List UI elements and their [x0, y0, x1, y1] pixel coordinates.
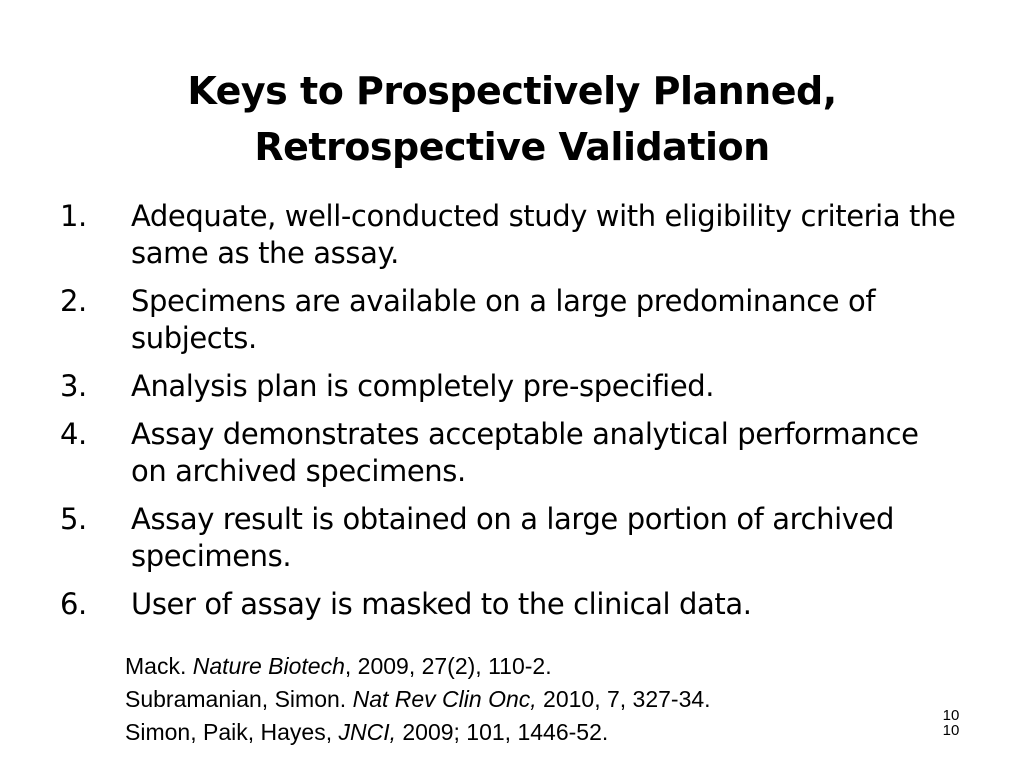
list-item [60, 198, 960, 272]
page-number-line-2: 10 [942, 722, 960, 739]
page-number [938, 708, 964, 738]
list-item-text: Adequate, well-conducted study with eligibility criteria the same as the assay. [131, 199, 956, 270]
list-item-text: Specimens are available on a large predominance of subjects. [131, 284, 876, 355]
list-item [60, 368, 960, 405]
numbered-list [60, 198, 960, 634]
list-item [60, 283, 960, 357]
slide-title-line-1: Keys to Prospectively Planned, [187, 69, 837, 114]
reference-authors: Simon, Paik, Hayes, [125, 719, 339, 745]
list-item-number: 4. [60, 417, 87, 451]
list-item-text: User of assay is masked to the clinical data. [131, 587, 752, 621]
references [125, 650, 711, 749]
list-item-text: Assay result is obtained on a large portion of archived specimens. [131, 502, 894, 573]
list-item-number: 6. [60, 587, 87, 621]
list-item [60, 586, 960, 623]
slide-title-line-2: Retrospective Validation [254, 125, 770, 170]
reference-item [125, 683, 711, 716]
list-item [60, 416, 960, 490]
reference-details: 2010, 7, 327-34. [536, 686, 711, 712]
list-item-number: 5. [60, 502, 87, 536]
reference-authors: Mack. [125, 653, 193, 679]
reference-journal: JNCI, [338, 719, 396, 745]
reference-details: 2009; 101, 1446-52. [395, 719, 609, 745]
list-item-number: 2. [60, 284, 87, 318]
list-item-text: Analysis plan is completely pre-specified. [131, 369, 715, 403]
reference-item [125, 716, 711, 749]
reference-details: , 2009, 27(2), 110-2. [344, 653, 552, 679]
list-item [60, 501, 960, 575]
reference-journal: Nature Biotech [192, 653, 345, 679]
list-item-number: 1. [60, 199, 87, 233]
reference-journal: Nat Rev Clin Onc, [352, 686, 537, 712]
list-item-text: Assay demonstrates acceptable analytical performance on archived specimens. [131, 417, 919, 488]
page-number-line-1: 10 [942, 707, 960, 724]
reference-item [125, 650, 711, 683]
reference-authors: Subramanian, Simon. [125, 686, 353, 712]
slide-title [0, 63, 1024, 175]
list-item-number: 3. [60, 369, 87, 403]
